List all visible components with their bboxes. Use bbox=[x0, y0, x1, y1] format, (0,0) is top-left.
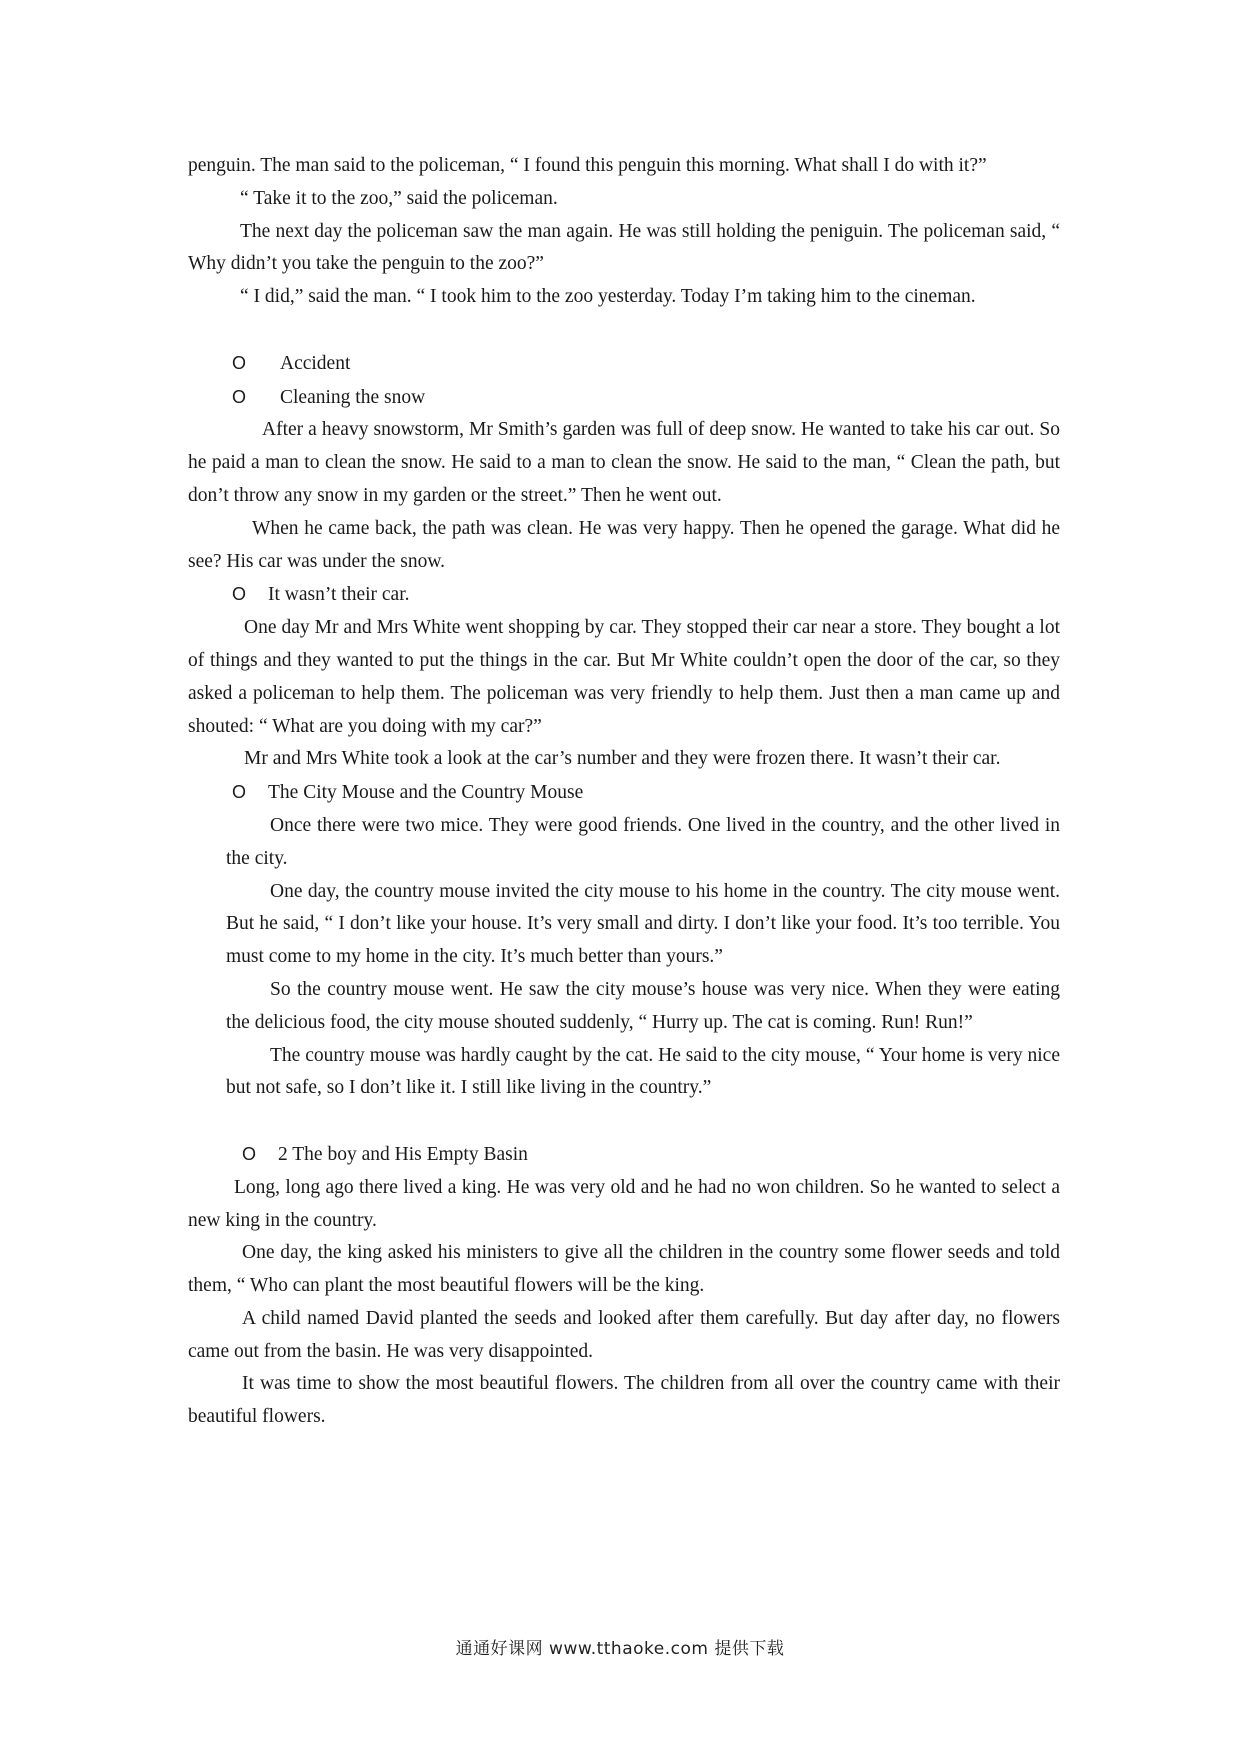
basin-paragraph-2: One day, the king asked his ministers to give all the children in the country some flower seeds and told them, “ Who can plant the most beautiful flowers will be the king. bbox=[188, 1242, 1060, 1297]
penguin-paragraph-1: penguin. The man said to the policeman, “ I found this penguin this morning. What shall I do with it?” bbox=[188, 155, 987, 176]
penguin-paragraph-3: The next day the policeman saw the man again. He was still holding the peniguin. The policeman said, “ Why didn’t you take the penguin to the zoo?” bbox=[188, 220, 1060, 275]
mouse-paragraph-4: The country mouse was hardly caught by the cat. He said to the city mouse, “ Your home is very nice but not safe, so I don’t like it. I still like living in the country.” bbox=[226, 1044, 1060, 1099]
heading-empty-basin bbox=[188, 1138, 1060, 1172]
document-page bbox=[188, 150, 1060, 1434]
heading-accident bbox=[188, 347, 1060, 381]
mouse-paragraph-2: One day, the country mouse invited the city mouse to his home in the country. The city mouse went. But he said, “ I don’t like your house. It’s very small and dirty. I don’t like your food. It’s too terrible. You must come to my home in the city. It’s much better than yours.” bbox=[226, 880, 1060, 968]
bullet-icon: O bbox=[232, 782, 247, 803]
heading-cleaning-snow-text: Cleaning the snow bbox=[280, 386, 426, 408]
heading-cleaning-snow bbox=[188, 381, 1060, 415]
car-paragraph-1: One day Mr and Mrs White went shopping by car. They stopped their car near a store. They bought a lot of things and they wanted to put the things in the car. But Mr White couldn’t open the door of the car, so they asked a policeman to help them. The policeman was very friendly to help them. Just then a man came up and shouted: “ What are you doing with my car?” bbox=[188, 617, 1060, 737]
section-gap bbox=[188, 314, 1060, 347]
heading-not-their-car bbox=[188, 578, 1060, 612]
penguin-paragraph-4: “ I did,” said the man. “ I took him to the zoo yesterday. Today I’m taking him to the cineman. bbox=[240, 286, 976, 308]
mouse-story-block bbox=[226, 810, 1060, 1105]
basin-paragraph-3: A child named David planted the seeds and looked after them carefully. But day after day, no flowers came out from the basin. He was very disappointed. bbox=[188, 1307, 1060, 1362]
heading-accident-text: Accident bbox=[280, 352, 351, 374]
heading-empty-basin-text: 2 The boy and His Empty Basin bbox=[278, 1143, 528, 1165]
mouse-paragraph-3: So the country mouse went. He saw the city mouse’s house was very nice. When they were eating the delicious food, the city mouse shouted suddenly, “ Hurry up. The cat is coming. Run! Run!” bbox=[226, 978, 1060, 1033]
bullet-icon: O bbox=[242, 1143, 257, 1164]
basin-paragraph-1: Long, long ago there lived a king. He was very old and he had no won children. So he wanted to select a new king in the country. bbox=[188, 1176, 1060, 1231]
page-footer: 通通好课网 www.tthaoke.com 提供下载 bbox=[455, 1639, 785, 1659]
mouse-paragraph-1: Once there were two mice. They were good friends. One lived in the country, and the other lived in the city. bbox=[226, 814, 1060, 869]
heading-city-mouse bbox=[188, 776, 1060, 810]
heading-not-their-car-text: It wasn’t their car. bbox=[268, 584, 410, 606]
bullet-icon: O bbox=[232, 386, 247, 407]
car-paragraph-2: Mr and Mrs White took a look at the car’s number and they were frozen there. It wasn’t their car. bbox=[244, 748, 1001, 770]
basin-paragraph-4: It was time to show the most beautiful flowers. The children from all over the country came with their beautiful flowers. bbox=[188, 1373, 1060, 1428]
bullet-icon: O bbox=[232, 584, 247, 605]
snow-paragraph-1: After a heavy snowstorm, Mr Smith’s garden was full of deep snow. He wanted to take his car out. So he paid a man to clean the snow. He said to a man to clean the snow. He said to the man, “ Clean the path, but don’t throw any snow in my garden or the street.” Then he went out. bbox=[188, 419, 1060, 506]
snow-paragraph-2: When he came back, the path was clean. He was very happy. Then he opened the garage. What did he see? His car was under the snow. bbox=[188, 517, 1060, 572]
heading-city-mouse-text: The City Mouse and the Country Mouse bbox=[268, 782, 584, 804]
penguin-paragraph-2: “ Take it to the zoo,” said the policeman. bbox=[240, 187, 558, 209]
section-gap bbox=[188, 1105, 1060, 1138]
bullet-icon: O bbox=[232, 352, 247, 373]
